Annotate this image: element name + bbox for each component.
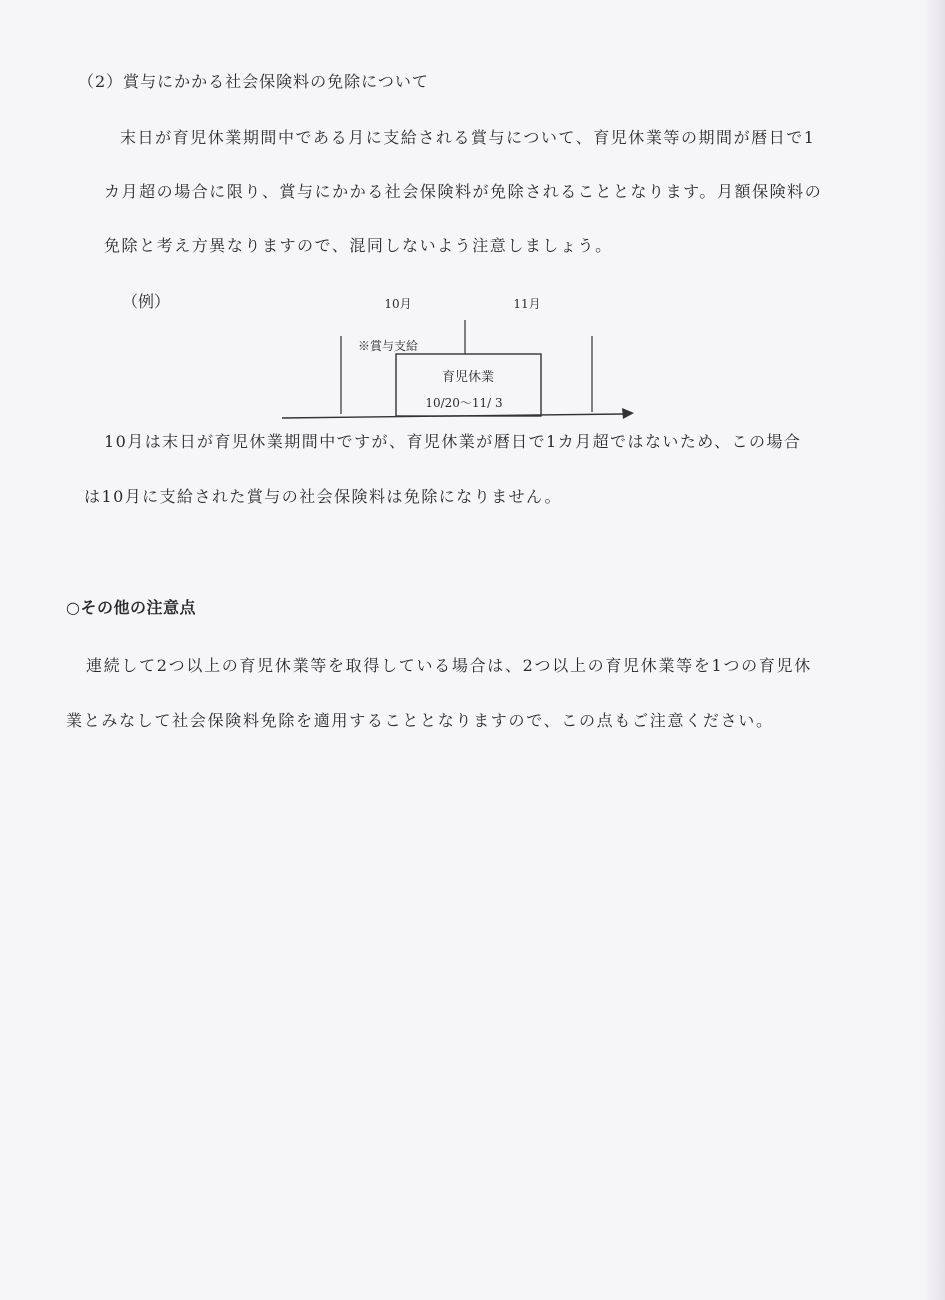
- bonus-payment-note: ※賞与支給: [358, 339, 419, 353]
- paragraph-line: カ月超の場合に限り、賞与にかかる社会保険料が免除されることとなります。月額保険料の: [104, 182, 823, 201]
- timeline-arrowhead-icon: [622, 408, 634, 419]
- leave-label: 育児休業: [441, 370, 495, 385]
- example-label: （例）: [122, 292, 171, 311]
- leave-period-dates: 10/20～11/ 3: [425, 396, 503, 410]
- month-label-october: 10月: [384, 297, 412, 311]
- paragraph-line: 免除と考え方異なりますので、混同しないよう注意しましょう。: [104, 236, 613, 255]
- explanation-line: は10月に支給された賞与の社会保険料は免除になりません。: [84, 487, 562, 506]
- timeline-axis: [282, 414, 624, 418]
- leave-period-box: [396, 354, 541, 416]
- other-notes-heading: ○その他の注意点: [66, 598, 196, 617]
- explanation-line: 10月は末日が育児休業期間中ですが、育児休業が暦日で1カ月超ではないため、この場合: [104, 432, 802, 451]
- other-notes-line: 連続して2つ以上の育児休業等を取得している場合は、2つ以上の育児休業等を1つの育児休: [86, 656, 812, 675]
- section-heading: （2）賞与にかかる社会保険料の免除について: [78, 72, 429, 91]
- page-edge-shadow: [923, 0, 945, 1300]
- paragraph-line: 末日が育児休業期間中である月に支給される賞与について、育児休業等の期間が暦日で1: [120, 128, 816, 147]
- other-notes-line: 業とみなして社会保険料免除を適用することとなりますので、この点もご注意ください。: [66, 711, 774, 730]
- month-label-november: 11月: [513, 297, 541, 311]
